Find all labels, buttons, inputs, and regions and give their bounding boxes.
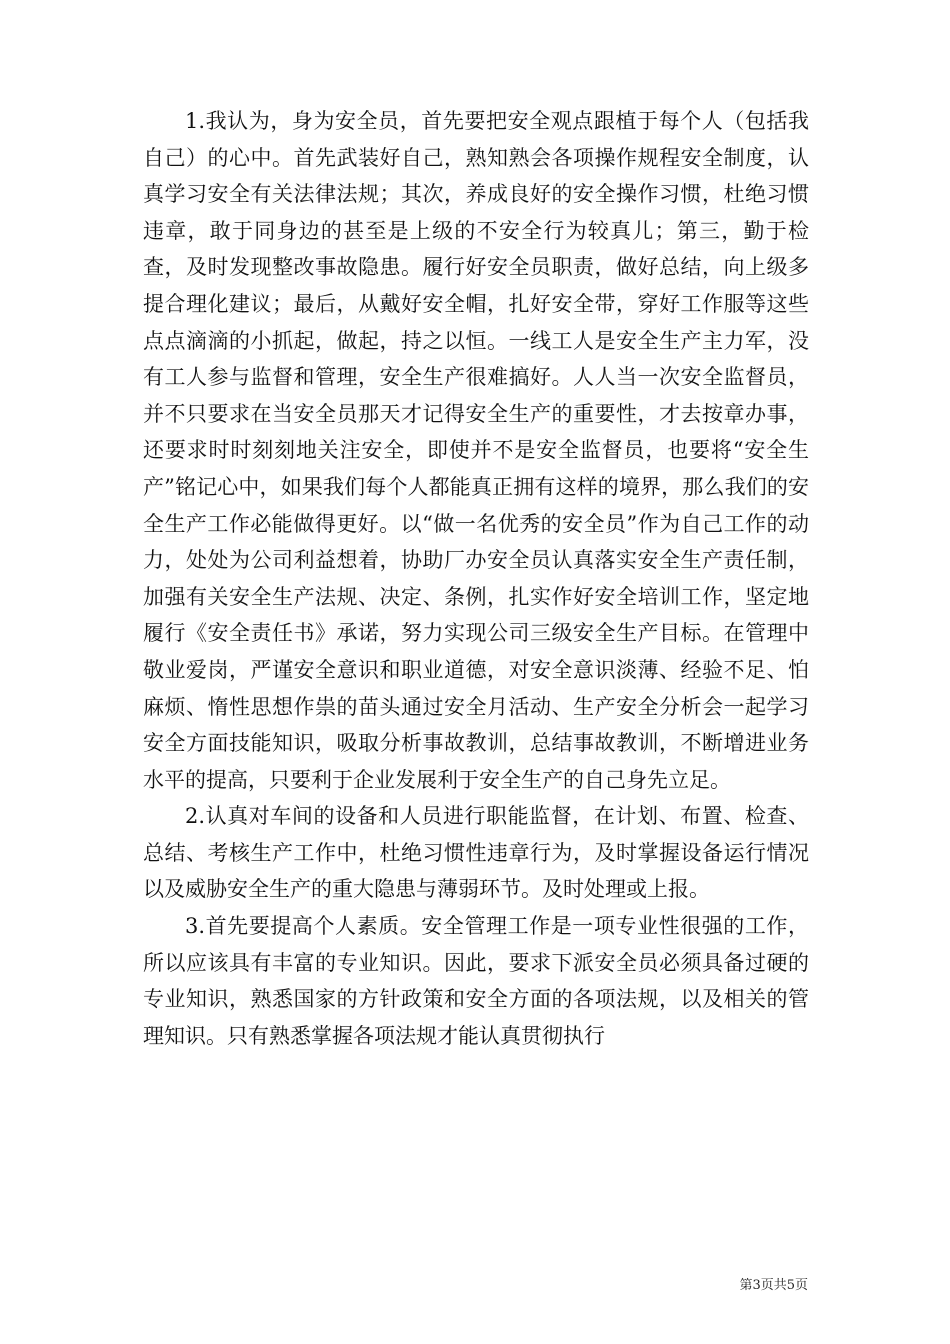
- page-number-footer: 第3页共5页: [739, 1278, 808, 1293]
- document-body: [143, 103, 809, 1054]
- paragraph-3: 3.首先要提高个人素质。安全管理工作是一项专业性很强的工作，所以应该具有丰富的专业知识。因此，要求下派安全员必须具备过硬的专业知识，熟悉国家的方针政策和安全方面的各项法规，以及相关的管理知识。只有熟悉掌握各项法规才能认真贯彻执行: [143, 914, 809, 1048]
- paragraph-2: 2.认真对车间的设备和人员进行职能监督，在计划、布置、检查、总结、考核生产工作中，杜绝习惯性违章行为，及时掌握设备运行情况以及威胁安全生产的重大隐患与薄弱环节。及时处理或上报。: [143, 804, 809, 902]
- paragraph-1: 1.我认为，身为安全员，首先要把安全观点跟植于每个人（包括我自己）的心中。首先武装好自己，熟知熟会各项操作规程安全制度，认真学习安全有关法律法规；其次，养成良好的安全操作习惯，杜绝习惯违章，敢于同身边的甚至是上级的不安全行为较真儿；第三，勤于检查，及时发现整改事故隐患。履行好安全员职责，做好总结，向上级多提合理化建议；最后，从戴好安全帽，扎好安全带，穿好工作服等这些点点滴滴的小抓起，做起，持之以恒。一线工人是安全生产主力军，没有工人参与监督和管理，安全生产很难搞好。人人当一次安全监督员，并不只要求在当安全员那天才记得安全生产的重要性，才去按章办事，还要求时时刻刻地关注安全，即使并不是安全监督员，也要将“安全生产”铭记心中，如果我们每个人都能真正拥有这样的境界，那么我们的安全生产工作必能做得更好。以“做一名优秀的安全员”作为自己工作的动力，处处为公司利益想着，协助厂办安全员认真落实安全生产责任制，加强有关安全生产法规、决定、条例，扎实作好安全培训工作，坚定地履行《安全责任书》承诺，努力实现公司三级安全生产目标。在管理中敬业爱岗，严谨安全意识和职业道德，对安全意识淡薄、经验不足、怕麻烦、惰性思想作祟的苗头通过安全月活动、生产安全分析会一起学习安全方面技能知识，吸取分析事故教训，总结事故教训，不断增进业务水平的提高，只要利于企业发展利于安全生产的自己身先立足。: [143, 109, 809, 792]
